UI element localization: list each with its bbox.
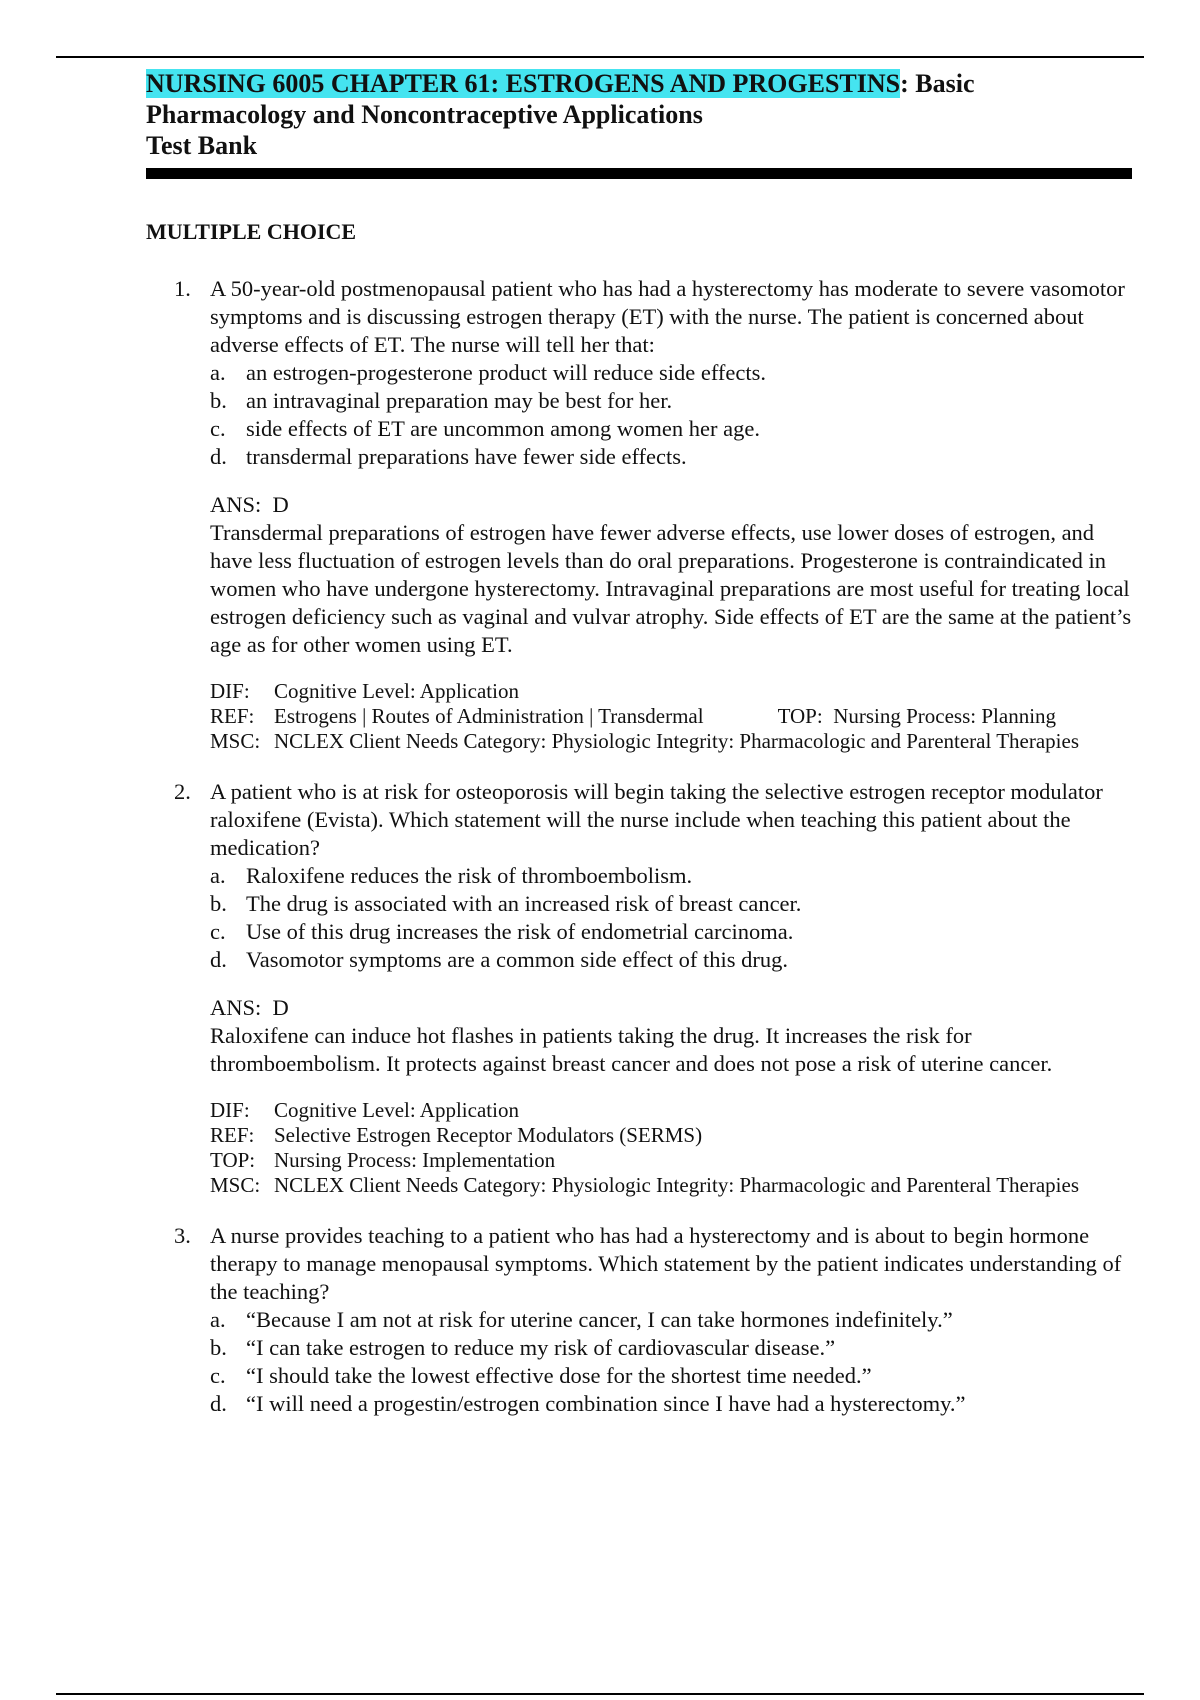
top-label: TOP: xyxy=(777,704,823,728)
option-text: “I can take estrogen to reduce my risk of cardiovascular disease.” xyxy=(246,1335,836,1360)
title-line-3: Test Bank xyxy=(146,131,258,160)
msc-value: NCLEX Client Needs Category: Physiologic Integrity: Pharmacologic and Parenteral Therapies xyxy=(274,729,1079,753)
option-letter: a. xyxy=(210,360,226,385)
option-text: “I should take the lowest effective dose for the shortest time needed.” xyxy=(246,1363,872,1388)
option-text: “I will need a progestin/estrogen combination since I have had a hysterectomy.” xyxy=(246,1391,966,1416)
option-d xyxy=(210,1390,1132,1418)
msc-label: MSC: xyxy=(210,1173,261,1197)
question-2 xyxy=(146,778,1132,1198)
rationale: Transdermal preparations of estrogen have fewer adverse effects, use lower doses of estrogen, and have less fluctuation of estrogen levels than do oral preparations. Progesterone is contraindicated in women who have undergone hysterectomy. Intravaginal preparations are most useful for treating local estrogen deficiency such as vaginal and vulvar atrophy. Side effects of ET are the same at the patient’s age as for other women using ET. xyxy=(210,520,1132,657)
option-text: Vasomotor symptoms are a common side effect of this drug. xyxy=(246,947,788,972)
option-letter: a. xyxy=(210,1307,226,1332)
question-stem: A nurse provides teaching to a patient who has had a hysterectomy and is about to begin hormone therapy to manage menopausal symptoms. Which statement by the patient indicates understanding of the teaching? xyxy=(210,1223,1122,1304)
option-d xyxy=(210,443,1132,471)
question-3 xyxy=(146,1222,1132,1418)
dif-value: Cognitive Level: Application xyxy=(274,679,519,703)
bottom-divider xyxy=(56,1693,1144,1695)
option-letter: c. xyxy=(210,919,226,944)
option-text: an estrogen-progesterone product will reduce side effects. xyxy=(246,360,767,385)
option-text: Use of this drug increases the risk of endometrial carcinoma. xyxy=(246,919,794,944)
question-stem: A 50-year-old postmenopausal patient who has had a hysterectomy has moderate to severe vasomotor symptoms and is discussing estrogen therapy (ET) with the nurse. The patient is concerned about adverse effects of ET. The nurse will tell her that: xyxy=(210,276,1125,357)
question-metadata xyxy=(210,1098,1132,1198)
answer-value: D xyxy=(272,492,289,517)
dif-label: DIF: xyxy=(210,1098,250,1122)
question-stem: A patient who is at risk for osteoporosis will begin taking the selective estrogen receptor modulator raloxifene (Evista). Which statement will the nurse include when teaching this patient about the medication? xyxy=(210,779,1103,860)
section-heading: MULTIPLE CHOICE xyxy=(146,219,357,244)
ref-value: Estrogens | Routes of Administration | Transdermal xyxy=(274,704,704,728)
document-title xyxy=(146,68,1132,161)
ref-row xyxy=(210,704,1132,729)
option-text: “Because I am not at risk for uterine cancer, I can take hormones indefinitely.” xyxy=(246,1307,953,1332)
option-a xyxy=(210,862,1132,890)
answer-line xyxy=(210,491,1132,519)
option-b xyxy=(210,1334,1132,1362)
top-row xyxy=(210,1148,1132,1173)
dif-label: DIF: xyxy=(210,679,250,703)
option-text: Raloxifene reduces the risk of thromboembolism. xyxy=(246,863,693,888)
dif-value: Cognitive Level: Application xyxy=(274,1098,519,1122)
option-letter: c. xyxy=(210,416,226,441)
answer-label: ANS: xyxy=(210,995,262,1020)
option-letter: c. xyxy=(210,1363,226,1388)
option-letter: d. xyxy=(210,1391,227,1416)
title-divider xyxy=(146,168,1132,179)
dif-row xyxy=(210,679,1132,704)
option-text: transdermal preparations have fewer side effects. xyxy=(246,444,687,469)
option-letter: b. xyxy=(210,891,227,916)
option-text: an intravaginal preparation may be best for her. xyxy=(246,388,673,413)
question-number: 2. xyxy=(174,779,191,804)
answer-line xyxy=(210,994,1132,1022)
title-rest: : Basic xyxy=(900,69,975,98)
top-divider xyxy=(56,56,1144,58)
ref-value: Selective Estrogen Receptor Modulators (SERMS) xyxy=(274,1123,703,1147)
option-c xyxy=(210,415,1132,443)
msc-label: MSC: xyxy=(210,729,261,753)
option-b xyxy=(210,890,1132,918)
option-text: The drug is associated with an increased risk of breast cancer. xyxy=(246,891,802,916)
top-label: TOP: xyxy=(210,1148,256,1172)
option-text: side effects of ET are uncommon among women her age. xyxy=(246,416,760,441)
option-letter: d. xyxy=(210,947,227,972)
top-value: Nursing Process: Implementation xyxy=(274,1148,556,1172)
option-letter: b. xyxy=(210,388,227,413)
top-value: Nursing Process: Planning xyxy=(833,704,1057,728)
option-c xyxy=(210,918,1132,946)
ref-label: REF: xyxy=(210,1123,255,1147)
answer-value: D xyxy=(272,995,289,1020)
rationale: Raloxifene can induce hot flashes in patients taking the drug. It increases the risk for thromboembolism. It protects against breast cancer and does not pose a risk of uterine cancer. xyxy=(210,1023,1053,1076)
msc-row xyxy=(210,1173,1132,1198)
question-number: 3. xyxy=(174,1223,191,1248)
question-metadata xyxy=(210,679,1132,754)
document-page xyxy=(146,68,1132,1418)
option-a xyxy=(210,1306,1132,1334)
option-letter: b. xyxy=(210,1335,227,1360)
option-d xyxy=(210,946,1132,974)
question-number: 1. xyxy=(174,276,191,301)
ref-row xyxy=(210,1123,1132,1148)
msc-row xyxy=(210,729,1132,754)
dif-row xyxy=(210,1098,1132,1123)
option-a xyxy=(210,359,1132,387)
answer-label: ANS: xyxy=(210,492,262,517)
title-line-2: Pharmacology and Noncontraceptive Applications xyxy=(146,100,703,129)
option-c xyxy=(210,1362,1132,1390)
title-line-1 xyxy=(146,68,1132,99)
option-b xyxy=(210,387,1132,415)
option-letter: a. xyxy=(210,863,226,888)
option-letter: d. xyxy=(210,444,227,469)
ref-label: REF: xyxy=(210,704,255,728)
question-1 xyxy=(146,275,1132,754)
msc-value: NCLEX Client Needs Category: Physiologic Integrity: Pharmacologic and Parenteral Therapies xyxy=(274,1173,1079,1197)
title-highlight: NURSING 6005 CHAPTER 61: ESTROGENS AND PROGESTINS xyxy=(146,69,901,98)
